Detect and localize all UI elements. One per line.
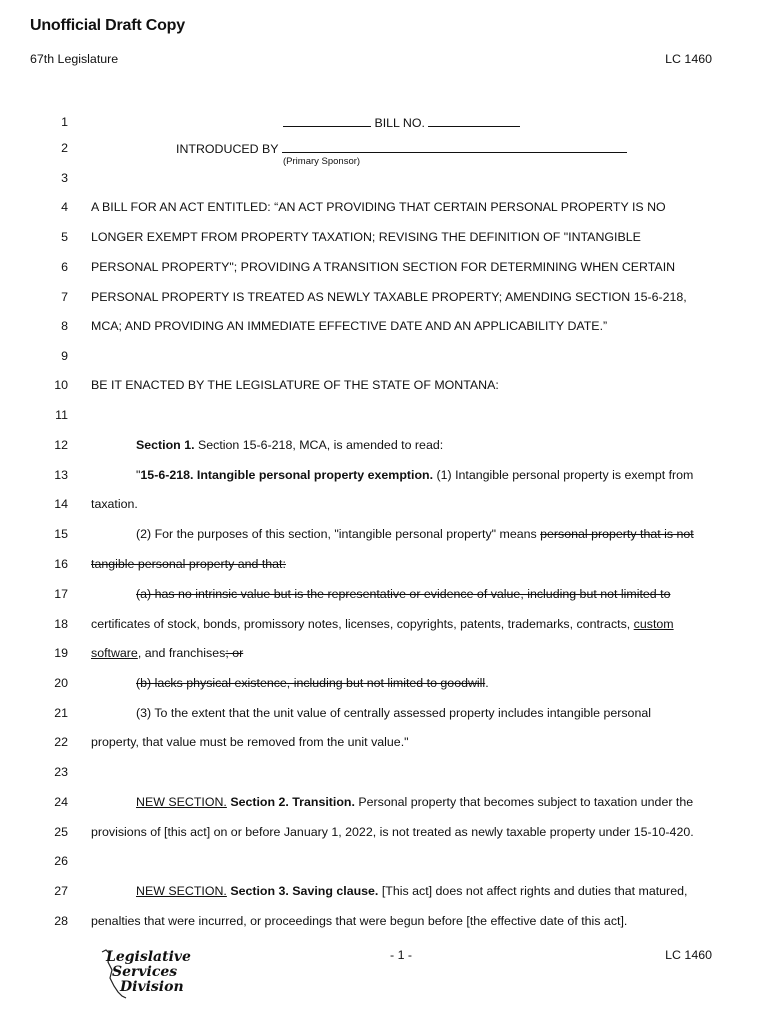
- struck-text: (a) has no intrinsic value but is the representative or evidence of value, including but not limited to: [136, 587, 671, 601]
- line-number: 26: [54, 854, 68, 868]
- section-2-heading: [136, 795, 693, 809]
- bill-blank-right: [428, 115, 520, 127]
- line-number: 14: [54, 497, 68, 511]
- line-number: 28: [54, 914, 68, 928]
- line-20-end: .: [485, 676, 489, 690]
- line-19: [91, 646, 243, 660]
- line-number: 25: [54, 825, 68, 839]
- line-number: 17: [54, 587, 68, 601]
- open-quote: ": [136, 468, 141, 482]
- subsection-3-text: (3) To the extent that the unit value of centrally assessed property includes intangible personal: [136, 706, 651, 720]
- line-number: 9: [61, 349, 68, 363]
- lc-number-footer: LC 1460: [665, 948, 712, 962]
- line-number: 13: [54, 468, 68, 482]
- section-2-title: Section 2. Transition.: [226, 795, 355, 809]
- new-section-label: NEW SECTION.: [136, 795, 227, 809]
- title-line-6: PERSONAL PROPERTY"; PROVIDING A TRANSITION SECTION FOR DETERMINING WHEN CERTAIN: [91, 260, 676, 274]
- line-number: 16: [54, 557, 68, 571]
- line-number: 3: [61, 171, 68, 185]
- line-number: 27: [54, 884, 68, 898]
- primary-sponsor-label: (Primary Sponsor): [283, 156, 361, 167]
- title-line-4: A BILL FOR AN ACT ENTITLED: “AN ACT PROVIDING THAT CERTAIN PERSONAL PROPERTY IS NO: [91, 200, 666, 214]
- struck-text: (b) lacks physical existence, including but not limited to goodwill: [136, 676, 486, 690]
- line-number: 10: [54, 378, 68, 392]
- line-18-text: certificates of stock, bonds, promissory notes, licenses, copyrights, patents, trademarks, contracts,: [91, 617, 634, 631]
- struck-text: ; or: [225, 646, 244, 660]
- line-20: [136, 676, 489, 690]
- struck-text: tangible personal property and that:: [91, 557, 286, 571]
- line-18: [91, 617, 674, 631]
- line-number: 1: [61, 115, 68, 129]
- section-15-6-218-heading: [136, 468, 693, 482]
- line-25-text: provisions of [this act] on or before January 1, 2022, is not treated as newly taxable property under 15-10-420.: [91, 825, 694, 839]
- section-3-title: Section 3. Saving clause.: [226, 884, 379, 898]
- section-2-text: Personal property that becomes subject to taxation under the: [354, 795, 694, 809]
- line-28-text: penalties that were incurred, or proceedings that were begun before [the effective date of this act].: [91, 914, 628, 928]
- section-1-label: Section 1.: [136, 438, 195, 452]
- line-number: 22: [54, 735, 68, 749]
- section-3-heading: [136, 884, 687, 898]
- line-number: 7: [61, 290, 68, 304]
- line-number: 24: [54, 795, 68, 809]
- line-number: 21: [54, 706, 68, 720]
- title-line-5: LONGER EXEMPT FROM PROPERTY TAXATION; REVISING THE DEFINITION OF "INTANGIBLE: [91, 230, 641, 244]
- bill-number-line: [283, 115, 520, 130]
- logo-line-3: Division: [120, 979, 184, 995]
- inserted-text: software: [91, 646, 138, 660]
- bill-no-label: BILL NO.: [374, 116, 425, 130]
- line-number: 4: [61, 200, 68, 214]
- section-1-heading: [136, 438, 443, 452]
- struck-text: personal property that is not: [540, 527, 694, 541]
- legislature-label: 67th Legislature: [30, 52, 119, 66]
- line-number: 8: [61, 319, 68, 333]
- page-number: - 1 -: [390, 948, 413, 962]
- line-16: [91, 557, 286, 571]
- introduced-by-label: INTRODUCED BY: [176, 142, 279, 156]
- line-number: 23: [54, 765, 68, 779]
- subsection-2-text: (2) For the purposes of this section, "intangible personal property" means: [136, 527, 541, 541]
- enacting-clause: BE IT ENACTED BY THE LEGISLATURE OF THE STATE OF MONTANA:: [91, 378, 499, 392]
- line-number: 12: [54, 438, 68, 452]
- legislative-services-logo: [98, 948, 198, 1000]
- line-number: 6: [61, 260, 68, 274]
- logo-line-1: Legislative: [106, 949, 191, 965]
- title-line-7: PERSONAL PROPERTY IS TREATED AS NEWLY TAXABLE PROPERTY; AMENDING SECTION 15-6-218,: [91, 290, 687, 304]
- line-number: 11: [55, 408, 68, 422]
- line-number: 20: [54, 676, 68, 690]
- sponsor-blank: [282, 141, 627, 153]
- new-section-label: NEW SECTION.: [136, 884, 227, 898]
- line-number: 19: [54, 646, 68, 660]
- line-22-text: property, that value must be removed from the unit value.": [91, 735, 409, 749]
- line-number: 18: [54, 617, 68, 631]
- section-1-text: Section 15-6-218, MCA, is amended to read:: [194, 438, 444, 452]
- page-title: Unofficial Draft Copy: [30, 17, 185, 34]
- inserted-text: custom: [633, 617, 674, 631]
- section-3-text: [This act] does not affect rights and duties that matured,: [378, 884, 688, 898]
- line-19-text: , and franchises: [137, 646, 226, 660]
- line-17: [136, 587, 670, 601]
- introduced-by-line: [176, 141, 627, 156]
- logo-line-2: Services: [112, 964, 178, 980]
- line-number: 5: [61, 230, 68, 244]
- line-number: 15: [54, 527, 68, 541]
- line-14-text: taxation.: [91, 497, 138, 511]
- subsection-1-text: (1) Intangible personal property is exempt from: [433, 468, 694, 482]
- section-15-6-218-title: 15-6-218. Intangible personal property exemption.: [140, 468, 434, 482]
- bill-blank-left: [283, 115, 371, 127]
- line-number: 2: [61, 141, 68, 155]
- subsection-2-line: [136, 527, 694, 541]
- lc-number-header: LC 1460: [665, 52, 712, 66]
- title-line-8: MCA; AND PROVIDING AN IMMEDIATE EFFECTIVE DATE AND AN APPLICABILITY DATE.”: [91, 319, 608, 333]
